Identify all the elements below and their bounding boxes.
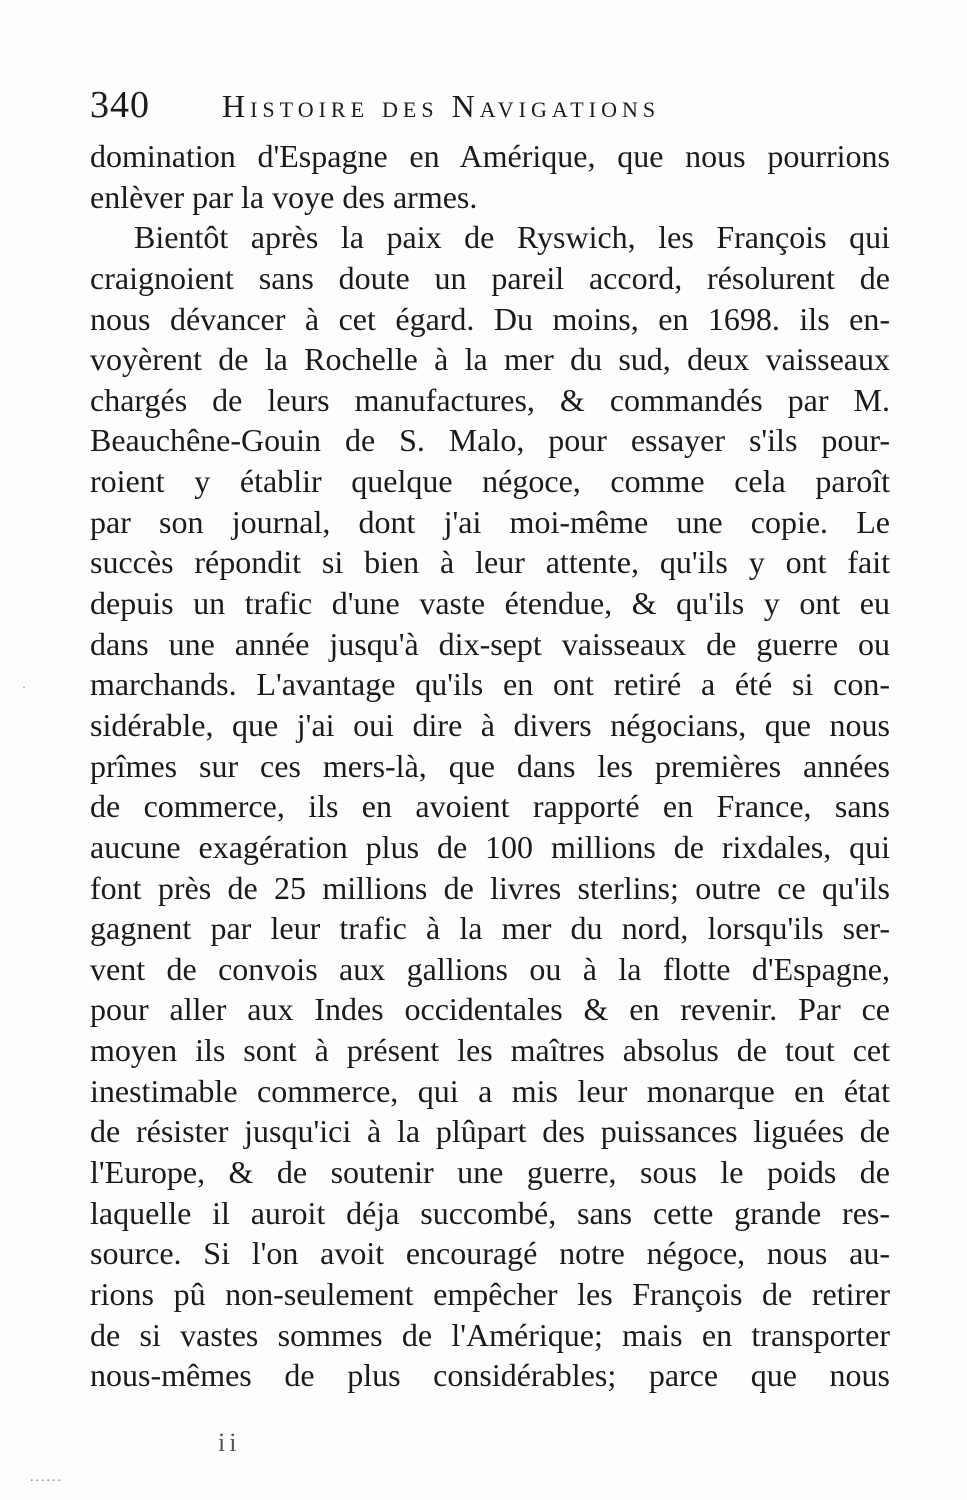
corner-mark: ......	[30, 1470, 63, 1485]
text-line-23: moyen ils sont à présent les maîtres absolus de tout cet	[90, 1032, 890, 1069]
text-line-17: de commerce, ils en avoient rapporté en France, sans	[90, 788, 890, 825]
text-line-14: marchands. L'avantage qu'ils en ont retiré a été si con-	[90, 666, 890, 703]
text-line-18: aucune exagération plus de 100 millions de rixdales, qui	[90, 828, 890, 865]
margin-mark: ·	[22, 680, 26, 694]
running-title: Histoire des Navigations	[222, 88, 661, 124]
text-line-30: de si vastes sommes de l'Amérique; mais en transporter	[90, 1316, 890, 1353]
text-line-31: nous-mêmes de plus considérables; parce que nous	[90, 1357, 890, 1394]
text-line-29: rions pû non-seulement empêcher les François de retirer	[90, 1275, 890, 1312]
text-line-9: roient y établir quelque négoce, comme cela paroît	[90, 463, 890, 500]
text-line-3: Bientôt après la paix de Ryswich, les François qui	[134, 219, 890, 256]
text-line-27: laquelle il auroit déja succombé, sans cette grande res-	[90, 1194, 890, 1231]
text-line-15: sidérable, que j'ai oui dire à divers négocians, que nous	[90, 706, 890, 743]
text-line-16: prîmes sur ces mers-là, que dans les premières années	[90, 747, 890, 784]
text-line-12: depuis un trafic d'une vaste étendue, & qu'ils y ont eu	[90, 585, 890, 622]
text-line-2: enlèver par la voye des armes.	[90, 178, 478, 215]
text-line-26: l'Europe, & de soutenir une guerre, sous le poids de	[90, 1154, 890, 1191]
text-line-25: de résister jusqu'ici à la plûpart des puissances liguées de	[90, 1113, 890, 1150]
text-line-4: craignoient sans doute un pareil accord, résolurent de	[90, 259, 890, 296]
text-line-7: chargés de leurs manufactures, & commandés par M.	[90, 381, 890, 418]
text-line-22: pour aller aux Indes occidentales & en revenir. Par ce	[90, 991, 890, 1028]
body-text	[90, 136, 890, 1396]
signature-mark: ii	[218, 1428, 241, 1457]
page-number: 340	[90, 84, 150, 126]
text-line-10: par son journal, dont j'ai moi-même une copie. Le	[90, 503, 890, 540]
text-line-24: inestimable commerce, qui a mis leur monarque en état	[90, 1072, 890, 1109]
text-line-20: gagnent par leur trafic à la mer du nord, lorsqu'ils ser-	[90, 910, 890, 947]
text-line-1: domination d'Espagne en Amérique, que nous pourrions	[90, 138, 890, 174]
text-line-13: dans une année jusqu'à dix-sept vaisseaux de guerre ou	[90, 625, 890, 662]
text-line-19: font près de 25 millions de livres sterlins; outre ce qu'ils	[90, 869, 890, 906]
text-line-5: nous dévancer à cet égard. Du moins, en 1698. ils en-	[90, 300, 890, 337]
running-head	[90, 82, 910, 132]
text-line-11: succès répondit si bien à leur attente, qu'ils y ont fait	[90, 544, 890, 581]
text-line-28: source. Si l'on avoit encouragé notre négoce, nous au-	[90, 1235, 890, 1272]
text-line-6: voyèrent de la Rochelle à la mer du sud, deux vaisseaux	[90, 341, 890, 378]
text-line-8: Beauchêne-Gouin de S. Malo, pour essayer s'ils pour-	[90, 422, 890, 459]
text-line-21: vent de convois aux gallions ou à la flotte d'Espagne,	[90, 950, 890, 987]
